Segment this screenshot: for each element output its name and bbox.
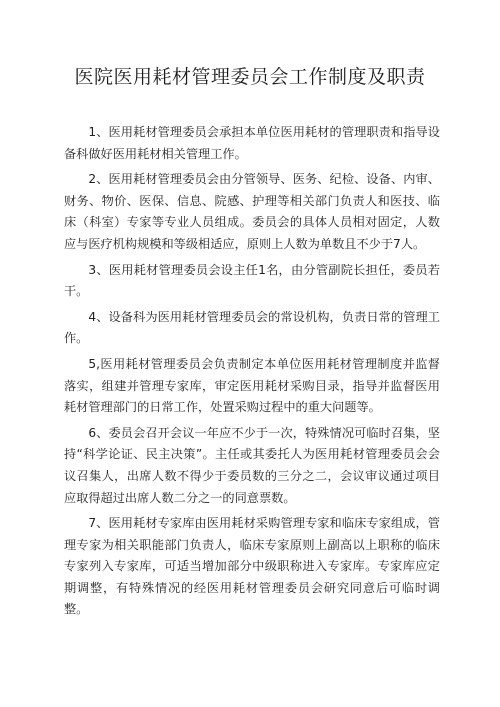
paragraph-4: 4、设备科为医用耗材管理委员会的常设机构，负责日常的管理工作。 — [64, 309, 440, 346]
paragraph-1: 1、医用耗材管理委员会承担本单位医用耗材的管理职责和指导设备科做好医用耗材相关管理工作。 — [64, 125, 440, 161]
paragraph-5: 5,医用耗材管理委员会负责制定本单位医用耗材管理制度并监督落实，组建并管理专家库，审定医用耗材采购目录，指导并监督医用耗材管理部门的日常工作，处置采购过程中的重大问题等。 — [64, 356, 440, 415]
paragraph-2: 2、医用耗材管理委员会由分管领导、医务、纪检、设备、内审、财务、物价、医保、信息、院感、护理等相关部门负责人和医技、临床（科室）专家等专业人员组成。委员会的具体人员相对固定，人数应与医疗机构规模和等级相适应，原则上人数为单数且不少于7人。 — [64, 172, 440, 251]
document-body — [64, 122, 440, 625]
paragraph-6: 6、委员会召开会议一年应不少于一次，特殊情况可临时召集，坚持“科学论证、民主决策”。主任或其委托人为医用耗材管理委员会会议召集人，出席人数不得少于委员数的三分之二，会议审议通过项目应取得超过出席人数二分之一的同意票数。 — [64, 425, 440, 505]
paragraph-3: 3、医用耗材管理委员会设主任1名，由分管副院长担任，委员若干。 — [64, 262, 440, 299]
paragraph-7: 7、医用耗材专家库由医用耗材采购管理专家和临床专家组成，管理专家为相关职能部门负责人，临床专家原则上副高以上职称的临床专家列入专家库，可适当增加部分中级职称进入专家库。专家库应定期调整，有特殊情况的经医用耗材管理委员会研究同意后可临时调整。 — [64, 516, 440, 617]
page-title: 医院医用耗材管理委员会工作制度及职责 — [74, 66, 426, 88]
